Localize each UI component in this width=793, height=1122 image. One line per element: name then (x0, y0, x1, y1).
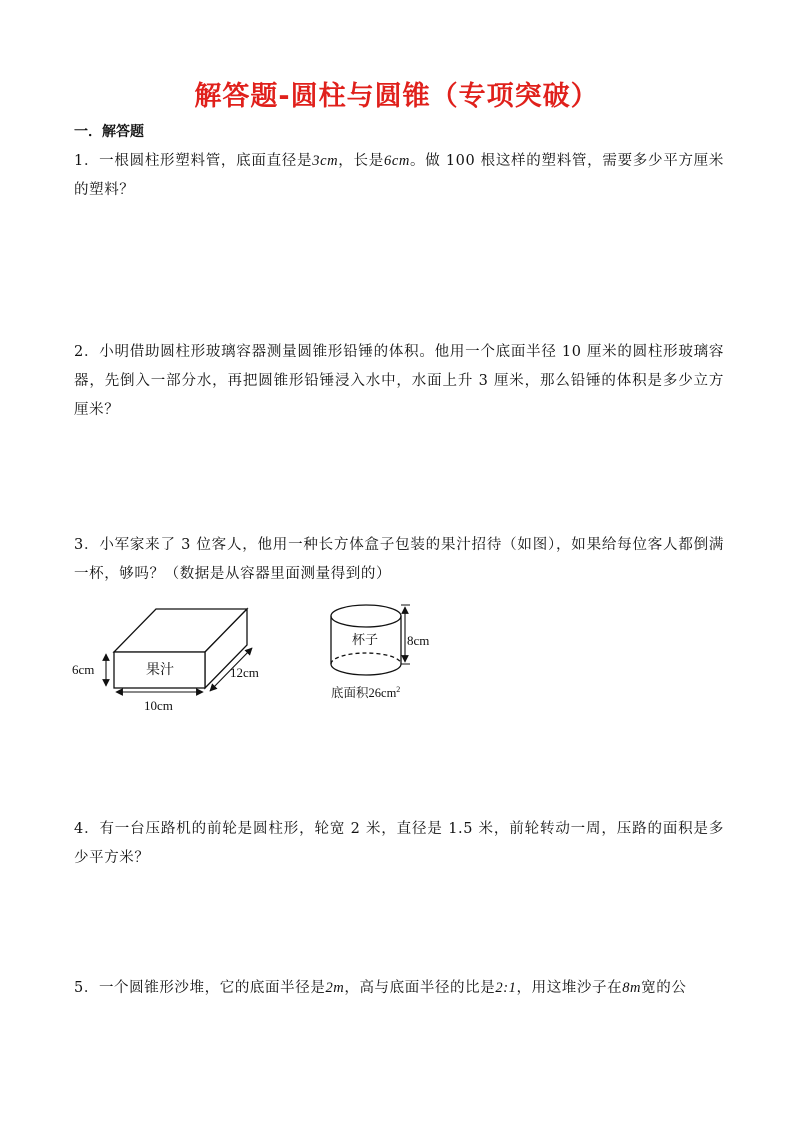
ratio-value: 2:1 (495, 980, 517, 996)
length-value: 6cm (383, 153, 410, 169)
box-length-label: 10cm (144, 698, 173, 713)
question-text: ，长是 (338, 153, 384, 169)
question-text: 一个圆锥形沙堆，它的底面半径是 (98, 980, 326, 996)
question-number: 5． (74, 980, 99, 996)
cup-base-area-label: 底面积$26cm^2$ (331, 685, 401, 700)
box-depth-label: 12cm (230, 665, 259, 680)
question-text: 。做 100 根这样的塑料管，需要多少平方厘米的塑料？ (74, 153, 724, 198)
question-text: ，用这堆沙子在 (516, 980, 623, 996)
question-text: 一根圆柱形塑料管，底面直径是 (99, 153, 313, 169)
box-height-label: 6cm (72, 662, 95, 677)
question-text: ，高与底面半径的比是 (344, 980, 496, 996)
question-text: 宽的公 (641, 980, 687, 996)
question-text: 小明借助圆柱形玻璃容器测量圆锥形铅锤的体积。他用一个底面半径 10 厘米的圆柱形玻璃容器，先倒入一部分水，再把圆锥形铅锤浸入水中，水面上升 3 厘米，那么铅锤的体积是多少立方厘米？ (74, 344, 724, 418)
question-number: 3． (74, 537, 100, 553)
question-number: 4． (74, 821, 100, 837)
box-label: 果汁 (146, 663, 174, 678)
cup-label: 杯子 (352, 632, 379, 647)
radius-value: 2m (325, 980, 345, 996)
diameter-value: 3cm (312, 153, 339, 169)
juice-box-drawing (114, 609, 247, 688)
width-value: 8m (622, 980, 642, 996)
cup-height-label: 8cm (407, 633, 430, 648)
question-number: 2． (74, 344, 100, 360)
question-text: 小军家来了 3 位客人，他用一种长方体盒子包装的果汁招待（如图），如果给每位客人都倒满一杯，够吗？（数据是从容器里面测量得到的） (74, 537, 724, 582)
question-number: 1． (74, 153, 100, 169)
page-title: 解答题-圆柱与圆锥（专项突破） (194, 81, 599, 112)
question-text: 有一台压路机的前轮是圆柱形，轮宽 2 米，直径是 1.5 米，前轮转动一周，压路的面积是多少平方米？ (74, 821, 724, 866)
question-4 (74, 815, 724, 873)
section-heading: 一．解答题 (74, 124, 144, 140)
question-5 (74, 974, 724, 1003)
